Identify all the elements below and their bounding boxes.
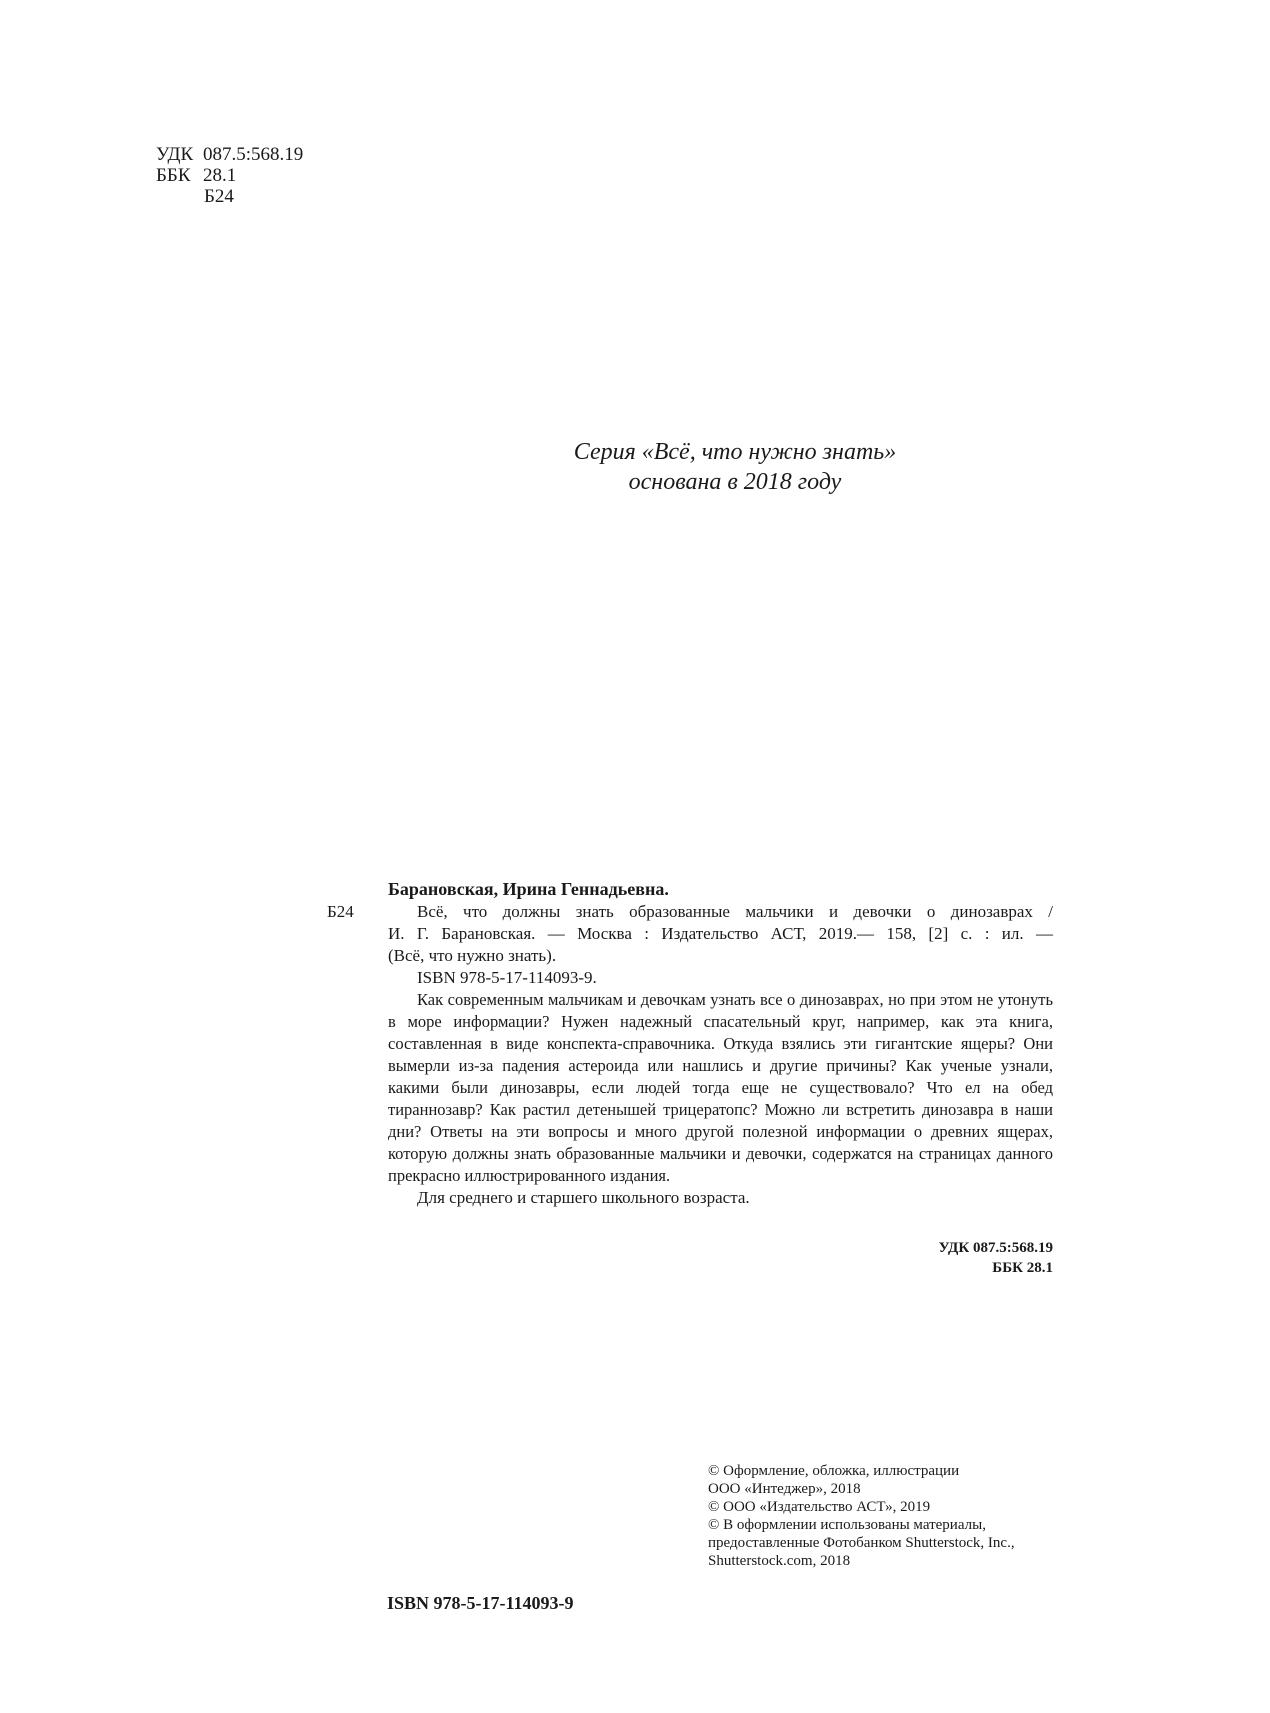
description-line-1: Всё, что должны знать образованные мальчики и девочки о динозаврах /	[417, 902, 1053, 921]
series-line-1: Серия «Всё, что нужно знать»	[573, 439, 897, 465]
bibliographic-description	[388, 901, 1053, 967]
age-note: Для среднего и старшего школьного возраста.	[417, 1188, 750, 1207]
top-bbk-value: 28.1	[203, 165, 237, 186]
series-note	[460, 437, 1010, 497]
bottom-bbk: ББК 28.1	[992, 1260, 1053, 1276]
top-udk-label: УДК	[156, 144, 194, 165]
isbn-bottom: ISBN 978-5-17-114093-9	[387, 1593, 574, 1613]
author-mark: Б24	[327, 902, 354, 921]
copyright-line-2: ООО «Интеджер», 2018	[708, 1481, 861, 1497]
bottom-classification-codes	[853, 1238, 1053, 1278]
copyright-line-6: Shutterstock.com, 2018	[708, 1553, 851, 1569]
copyright-line-1: © Оформление, обложка, иллюстрации	[708, 1463, 960, 1479]
top-udk-value: 087.5:568.19	[203, 144, 304, 165]
copyright-line-5: предоставленные Фотобанком Shutterstock, Inc.,	[708, 1535, 1015, 1551]
top-author-mark: Б24	[204, 186, 234, 207]
copyright-line-4: © В оформлении использованы материалы,	[708, 1517, 986, 1533]
copyright-block	[708, 1462, 1068, 1570]
description-line-3: (Всё, что нужно знать).	[388, 946, 557, 965]
top-classification-codes	[156, 144, 303, 207]
author-heading: Барановская, Ирина Геннадьевна.	[388, 879, 669, 899]
isbn-line: ISBN 978-5-17-114093-9.	[417, 968, 597, 987]
top-bbk-row	[156, 165, 303, 186]
annotation: Как современным мальчикам и девочкам узнать все о динозаврах, но при этом не утонуть в море информации? Нужен надежный спасательный круг, например, как эта книга, составленная в виде конспекта-справочника. Откуда взялись эти гигантские ящеры? Они вымерли из-за падения астероида или нашлись и другие причины? Как ученые узнали, какими были динозавры, если людей тогда еще не существовало? Что ел на обед тираннозавр? Как растил детенышей трицератопс? Можно ли встретить динозавра в наши дни? Ответы на эти вопросы и много другой полезной информации о древних ящерах, которую должны знать образованные мальчики и девочки, содержатся на страницах данного прекрасно иллюстрированного издания.	[388, 990, 1053, 1185]
bottom-udk: УДК 087.5:568.19	[938, 1240, 1053, 1256]
top-bbk-label: ББК	[156, 165, 191, 186]
bibliographic-record	[388, 901, 1053, 1209]
copyright-line-3: © ООО «Издательство АСТ», 2019	[708, 1499, 931, 1515]
top-udk-row	[156, 144, 303, 165]
description-line-2: И. Г. Барановская. — Москва : Издательство АСТ, 2019.— 158, [2] с. : ил. —	[388, 924, 1053, 943]
series-line-2: основана в 2018 году	[628, 469, 842, 495]
